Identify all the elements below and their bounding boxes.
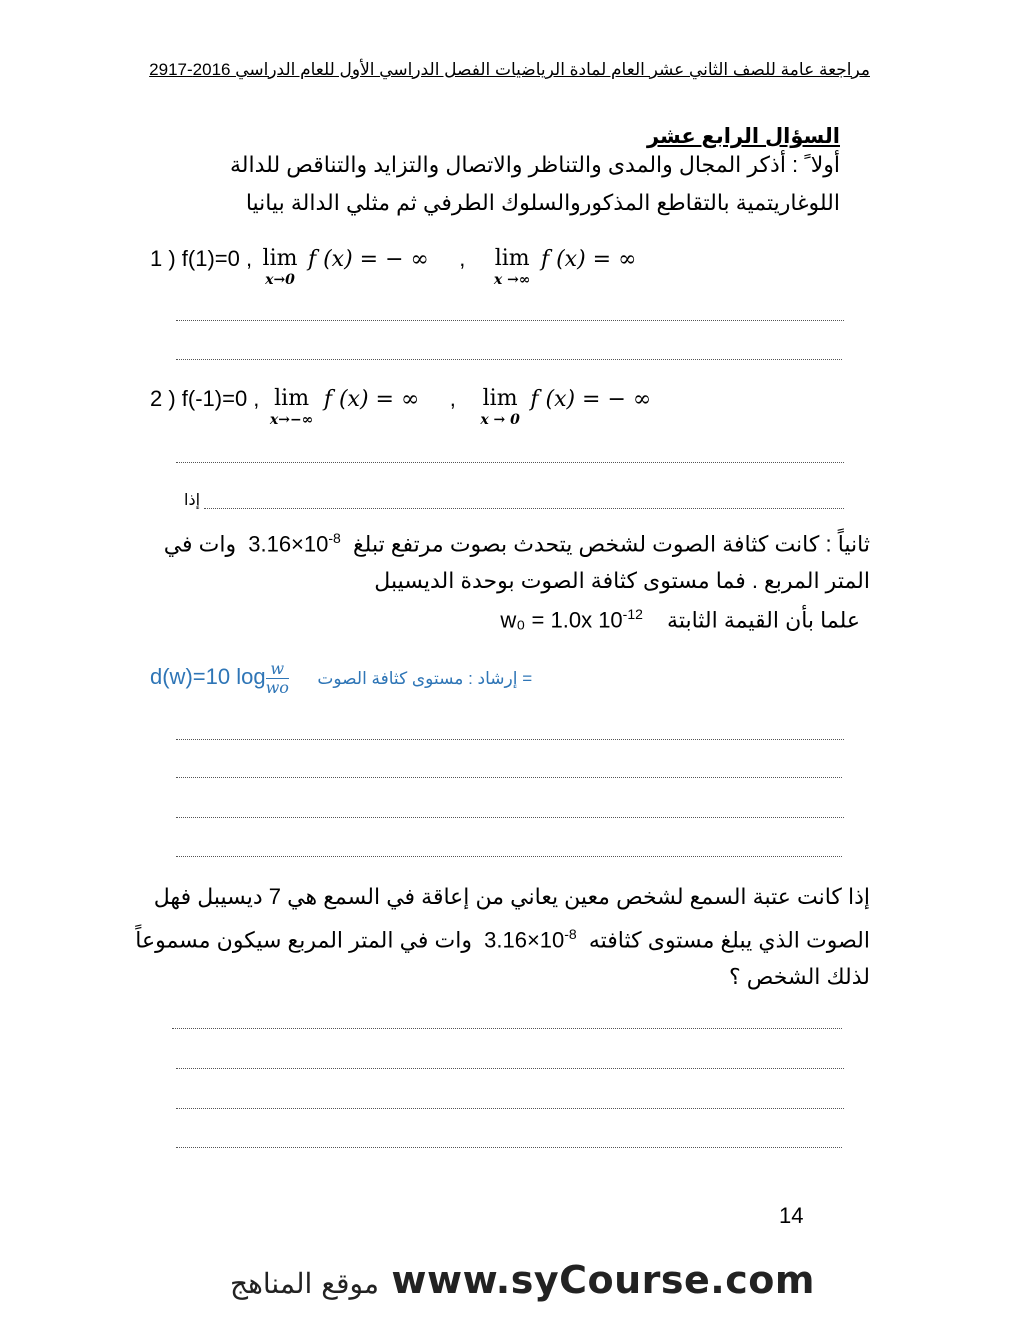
item1-lim1-sub: x→0 — [265, 272, 295, 288]
item2-lim1-expr: f (x) = ∞ — [323, 387, 420, 412]
part1-line2: اللوغاريتمية بالتقاطع المذكوروالسلوك الطرفي ثم مثلي الدالة بيانيا — [245, 190, 840, 215]
part3-line2-value: $3.16\times 10^{-8}$ — [484, 926, 577, 953]
answer-line — [176, 1108, 844, 1109]
limit-item-2 — [150, 386, 651, 428]
part1-line1: أولا ً : أذكر المجال والمدى والتناظر والاتصال والتزايد والتناقص للدالة — [230, 152, 840, 177]
part2-line3 — [500, 606, 860, 633]
lim-word: lim — [494, 246, 530, 271]
item2-lim2-sub: x → 0 — [480, 412, 520, 428]
constant-w0: w₀ = 1.0x $10^{-12}$ — [500, 606, 643, 633]
answer-line — [172, 1028, 842, 1029]
item2-sep: , — [449, 386, 456, 411]
header-title: مراجعة عامة للصف الثاني عشر العام لمادة الرياضيات الفصل الدراسي الأول للعام الدراسي 2016-2917 — [149, 60, 870, 79]
limit-item-1 — [150, 246, 636, 288]
part2-line1 — [164, 530, 870, 557]
item1-lim2 — [494, 246, 531, 288]
item1-lim1-expr: f (x) = − ∞ — [307, 247, 429, 272]
item1-lim2-expr: f (x) = ∞ — [540, 247, 637, 272]
item2-lim1-sub: x→−∞ — [269, 412, 314, 428]
item1-sep: , — [459, 246, 466, 271]
hint-row — [150, 660, 532, 697]
footer-url[interactable]: www.syCourse.com — [391, 1258, 815, 1302]
footer-site-name: موقع المناهج — [230, 1267, 379, 1300]
lim-word: lim — [262, 246, 298, 271]
answer-line — [176, 359, 842, 360]
page-number: 14 — [779, 1203, 804, 1228]
item2-lim1 — [270, 386, 313, 428]
hint-formula: d(w)=10 log $\frac{w}{wo}$ — [150, 659, 289, 697]
then-label: إذا — [184, 492, 201, 509]
hint-fraction: $\frac{w}{wo}$ — [265, 659, 289, 697]
part2-line1-value: $3.16\times 10^{-8}$ — [248, 530, 341, 557]
lim-word: lim — [274, 386, 310, 411]
part2-line1-text: ثانياً : كانت كثافة الصوت لشخص يتحدث بصوت مرتفع تبلغ — [352, 531, 870, 557]
answer-line — [176, 739, 844, 740]
part2-line3-text: علما بأن القيمة الثابتة — [667, 607, 860, 633]
answer-line — [204, 508, 844, 509]
footer-watermark — [230, 1258, 815, 1302]
answer-line — [176, 817, 844, 818]
hint-label: = إرشاد : مستوى كثافة الصوت — [317, 669, 533, 689]
answer-line — [176, 320, 844, 321]
item2-lim2-expr: f (x) = − ∞ — [530, 387, 652, 412]
part3-line2-tail: وات في المتر المربع سيكون مسموعاً — [135, 927, 472, 953]
part3-line2-text: الصوت الذي يبلغ مستوى كثافته — [588, 927, 870, 953]
lim-word: lim — [482, 386, 518, 411]
answer-line — [176, 1147, 842, 1148]
item1-lim1 — [263, 246, 298, 288]
part2-line2: المتر المربع . فما مستوى كثافة الصوت بوحدة الديسيبل — [374, 568, 870, 593]
answer-line — [176, 856, 842, 857]
question-title: السؤال الرابع عشر — [646, 125, 840, 148]
item1-lim2-sub: x →∞ — [493, 272, 531, 288]
item2-label: 2 ) f(-1)=0 , — [150, 386, 260, 411]
part3-line2 — [135, 926, 870, 953]
answer-line — [176, 462, 844, 463]
answer-line — [176, 1068, 844, 1069]
answer-line — [176, 777, 842, 778]
part3-line1: إذا كانت عتبة السمع لشخص معين يعاني من إعاقة في السمع هي 7 ديسيبل فهل — [153, 884, 870, 909]
part3-line3: لذلك الشخص ؟ — [729, 964, 870, 989]
part2-line1-tail: وات في — [163, 531, 237, 557]
item1-label: 1 ) f(1)=0 , — [150, 246, 253, 271]
item2-lim2 — [480, 386, 520, 428]
